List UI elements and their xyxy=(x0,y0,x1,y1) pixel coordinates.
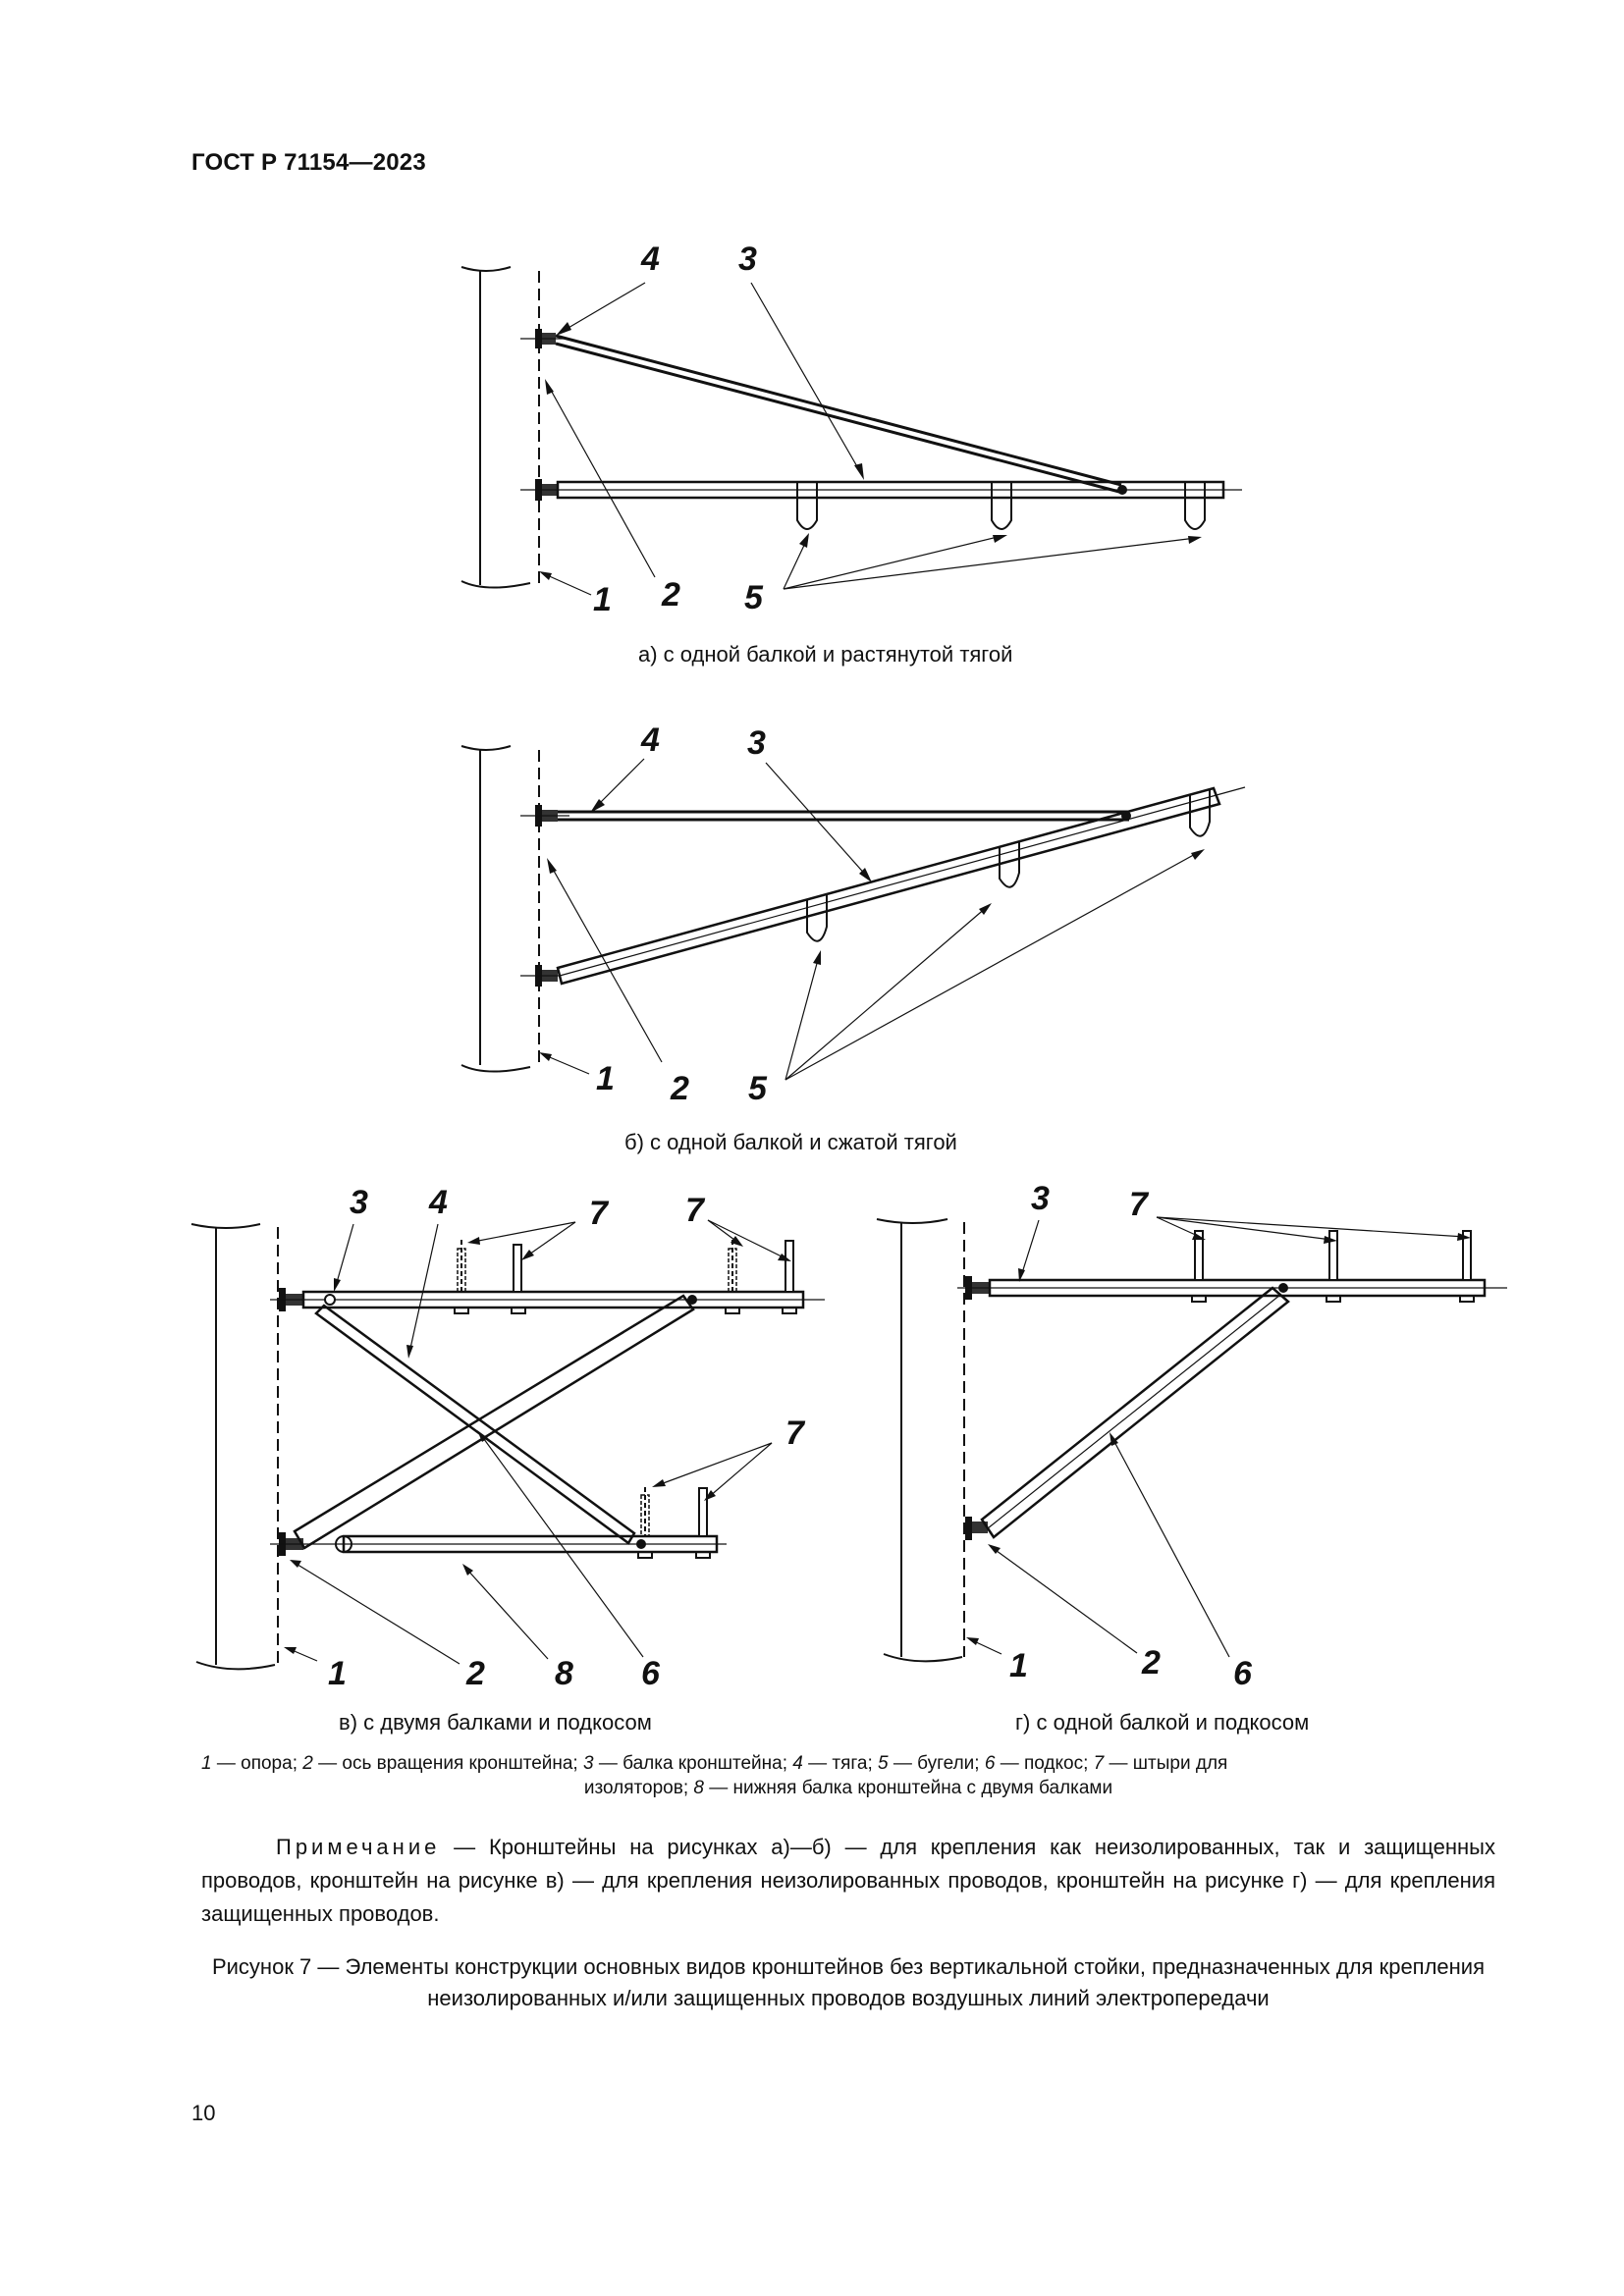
inclined-beam xyxy=(558,788,1219,984)
page-number: 10 xyxy=(191,2101,216,2125)
label-6: 6 xyxy=(641,1655,660,1692)
figure-b-drawing xyxy=(461,746,1245,1080)
label-1: 1 xyxy=(593,581,612,618)
figure-caption: Рисунок 7 — Элементы конструкции основных видов кронштейнов без вертикальной стойки, предназначенных для крепления неизолированных и/или защищенных проводов воздушных линий электропередачи xyxy=(211,1954,1486,2010)
strut xyxy=(295,1296,693,1548)
tie-rod xyxy=(316,1306,634,1543)
label-3: 3 xyxy=(350,1184,368,1221)
figure-a-drawing xyxy=(461,267,1242,595)
tie-rod xyxy=(556,336,1121,485)
tie-pin xyxy=(1117,485,1127,495)
figure-c-drawing xyxy=(191,1220,825,1669)
label-8: 8 xyxy=(555,1655,573,1692)
label-7: 7 xyxy=(685,1192,704,1229)
pole-break-top xyxy=(877,1219,947,1223)
figure-c-caption: в) с двумя балками и подкосом xyxy=(339,1710,652,1735)
legend-num: 3 xyxy=(583,1753,594,1774)
figure-b-caption: б) с одной балкой и сжатой тягой xyxy=(624,1130,957,1154)
pole-break-bottom xyxy=(461,581,530,588)
label-5: 5 xyxy=(748,1070,767,1107)
pole-break-bottom xyxy=(461,1065,530,1072)
label-4: 4 xyxy=(429,1184,448,1221)
label-3: 3 xyxy=(747,724,766,762)
saddle-1 xyxy=(797,482,817,529)
label-4: 4 xyxy=(641,721,660,759)
legend-line-2: изоляторов; 8 — нижняя балка кронштейна с двумя балками xyxy=(583,1778,1113,1798)
saddle-3 xyxy=(1190,790,1210,836)
label-7: 7 xyxy=(785,1415,804,1452)
pole-break-top xyxy=(461,267,511,271)
label-2: 2 xyxy=(1142,1644,1161,1682)
pole-break-top xyxy=(461,746,511,750)
label-3: 3 xyxy=(1031,1180,1050,1217)
legend-num: 4 xyxy=(792,1753,803,1774)
legend-num: 2 xyxy=(302,1753,313,1774)
figure-d-caption: г) с одной балкой и подкосом xyxy=(1015,1710,1310,1735)
label-1: 1 xyxy=(328,1655,347,1692)
label-4: 4 xyxy=(641,240,660,278)
insulator-pin-3 xyxy=(699,1488,707,1536)
label-2: 2 xyxy=(662,576,680,614)
label-6: 6 xyxy=(1233,1655,1252,1692)
legend-num: 7 xyxy=(1093,1753,1105,1774)
note-paragraph xyxy=(201,1831,1495,1931)
saddle-3 xyxy=(1185,482,1205,529)
label-1: 1 xyxy=(1009,1647,1028,1684)
saddle-1 xyxy=(807,895,827,941)
label-3: 3 xyxy=(738,240,757,278)
saddle-2 xyxy=(992,482,1011,529)
legend-num: 5 xyxy=(878,1753,889,1774)
insulator-pin-1 xyxy=(514,1245,521,1292)
note-label: Примечание xyxy=(276,1835,441,1859)
pole-break-bottom xyxy=(196,1662,275,1669)
legend-num: 1 xyxy=(201,1753,212,1774)
pole-break-bottom xyxy=(884,1654,962,1661)
insulator-pin-2 xyxy=(785,1241,793,1292)
label-1: 1 xyxy=(596,1060,615,1097)
label-2: 2 xyxy=(466,1655,485,1692)
label-2: 2 xyxy=(671,1070,689,1107)
figure-legend: 1 — опора; 2 — ось вращения кронштейна; 3 — балка кронштейна; 4 — тяга; 5 — бугели; 6 — подкос; 7 — штыри для изоляторов; 8 — нижняя балка кронштейна с двумя балками xyxy=(201,1751,1495,1800)
label-7: 7 xyxy=(1129,1186,1148,1223)
label-7: 7 xyxy=(589,1195,608,1232)
note-text: — Кронштейны на рисунках а)—б) — для крепления как неизолированных, так и защищенных проводов, кронштейн на рисунке в) — для крепления неизолированных проводов, кронштейн на рисунке г) — для крепления защищенных проводов. xyxy=(201,1835,1495,1926)
figure-d-drawing xyxy=(877,1217,1507,1661)
label-5: 5 xyxy=(744,579,763,616)
legend-num: 6 xyxy=(984,1753,996,1774)
document-header: ГОСТ Р 71154—2023 xyxy=(191,149,426,176)
pole-break-top xyxy=(191,1224,260,1228)
figure-a-caption: а) с одной балкой и растянутой тягой xyxy=(638,642,1013,667)
